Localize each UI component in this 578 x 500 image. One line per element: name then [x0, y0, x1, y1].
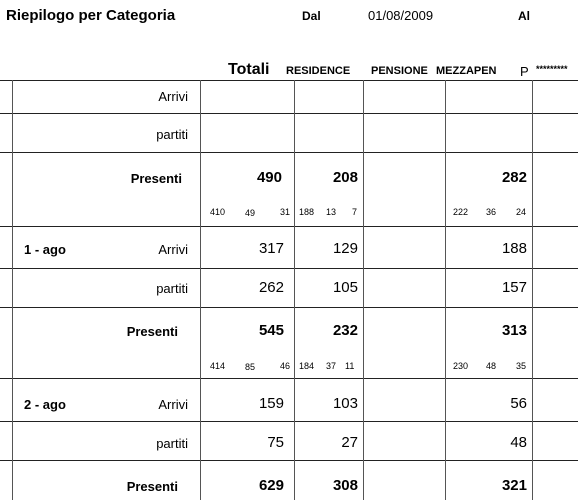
presenti-mezzapen: 313 — [501, 322, 527, 339]
arrivi-residence: 103 — [332, 395, 358, 412]
presenti-residence: 208 — [332, 169, 358, 186]
presenti-totali: 490 — [256, 169, 282, 186]
rule — [0, 113, 578, 114]
presenti-mezzapen: 282 — [501, 169, 527, 186]
breakdown-value: 184 — [299, 361, 315, 371]
col-divider — [445, 80, 446, 500]
partiti-mezzapen: 157 — [501, 279, 527, 296]
row-label-presenti: Presenti — [126, 479, 178, 494]
rule — [0, 226, 578, 227]
row-label-presenti: Presenti — [126, 324, 178, 339]
breakdown-value: 37 — [326, 361, 337, 371]
breakdown-value: 46 — [280, 361, 291, 371]
row-label-presenti: Presenti — [130, 171, 182, 186]
col-divider — [363, 80, 364, 500]
breakdown-value: 222 — [453, 207, 469, 217]
arrivi-mezzapen: 56 — [510, 395, 527, 412]
presenti-residence: 308 — [332, 477, 358, 494]
breakdown-value: 11 — [345, 361, 355, 371]
col-mezzapen: MEZZAPEN — [436, 65, 497, 77]
partiti-residence: 105 — [332, 279, 358, 296]
arrivi-totali: 159 — [258, 395, 284, 412]
col-divider — [12, 80, 13, 500]
dal-label: Dal — [302, 9, 321, 23]
col-pensione: PENSIONE — [371, 65, 428, 77]
row-label-partiti: partiti — [156, 436, 188, 451]
partiti-totali: 262 — [258, 279, 284, 296]
breakdown-value: 414 — [210, 361, 226, 371]
breakdown-value: 230 — [453, 361, 469, 371]
breakdown-value: 49 — [245, 208, 256, 218]
rule — [0, 460, 578, 461]
presenti-totali: 629 — [258, 477, 284, 494]
row-label-arrivi: Arrivi — [158, 242, 188, 257]
presenti-totali: 545 — [258, 322, 284, 339]
rule-header — [0, 80, 578, 81]
row-label-arrivi: Arrivi — [158, 397, 188, 412]
rule — [0, 307, 578, 308]
arrivi-residence: 129 — [332, 240, 358, 257]
dal-date: 01/08/2009 — [368, 8, 434, 23]
row-label-partiti: partiti — [156, 127, 188, 142]
rule — [0, 268, 578, 269]
rule — [0, 152, 578, 153]
report-title: Riepilogo per Categoria — [6, 7, 176, 24]
partiti-totali: 75 — [267, 434, 284, 451]
rule — [0, 378, 578, 379]
col-divider — [294, 80, 295, 500]
col-totali: Totali — [228, 61, 270, 78]
breakdown-value: 85 — [245, 362, 256, 372]
partiti-residence: 27 — [341, 434, 358, 451]
col-divider — [200, 80, 201, 500]
breakdown-value: 410 — [210, 207, 226, 217]
partiti-mezzapen: 48 — [510, 434, 527, 451]
breakdown-value: 7 — [352, 207, 358, 217]
row-label-partiti: partiti — [156, 281, 188, 296]
rule — [0, 421, 578, 422]
row-date: 1 - ago — [24, 242, 66, 257]
breakdown-value: 188 — [299, 207, 315, 217]
col-p: P — [520, 64, 529, 79]
breakdown-value: 36 — [486, 207, 497, 217]
breakdown-value: 24 — [516, 207, 527, 217]
col-divider — [532, 80, 533, 500]
col-residence: RESIDENCE — [286, 65, 351, 77]
presenti-mezzapen: 321 — [501, 477, 527, 494]
presenti-residence: 232 — [332, 322, 358, 339]
col-stars: ********* — [536, 64, 568, 74]
arrivi-mezzapen: 188 — [501, 240, 527, 257]
breakdown-value: 48 — [486, 361, 497, 371]
al-label: Al — [518, 9, 530, 23]
arrivi-totali: 317 — [258, 240, 284, 257]
row-label-arrivi: Arrivi — [158, 89, 188, 104]
breakdown-value: 31 — [280, 207, 291, 217]
breakdown-value: 35 — [516, 361, 527, 371]
row-date: 2 - ago — [24, 397, 66, 412]
breakdown-value: 13 — [326, 207, 337, 217]
